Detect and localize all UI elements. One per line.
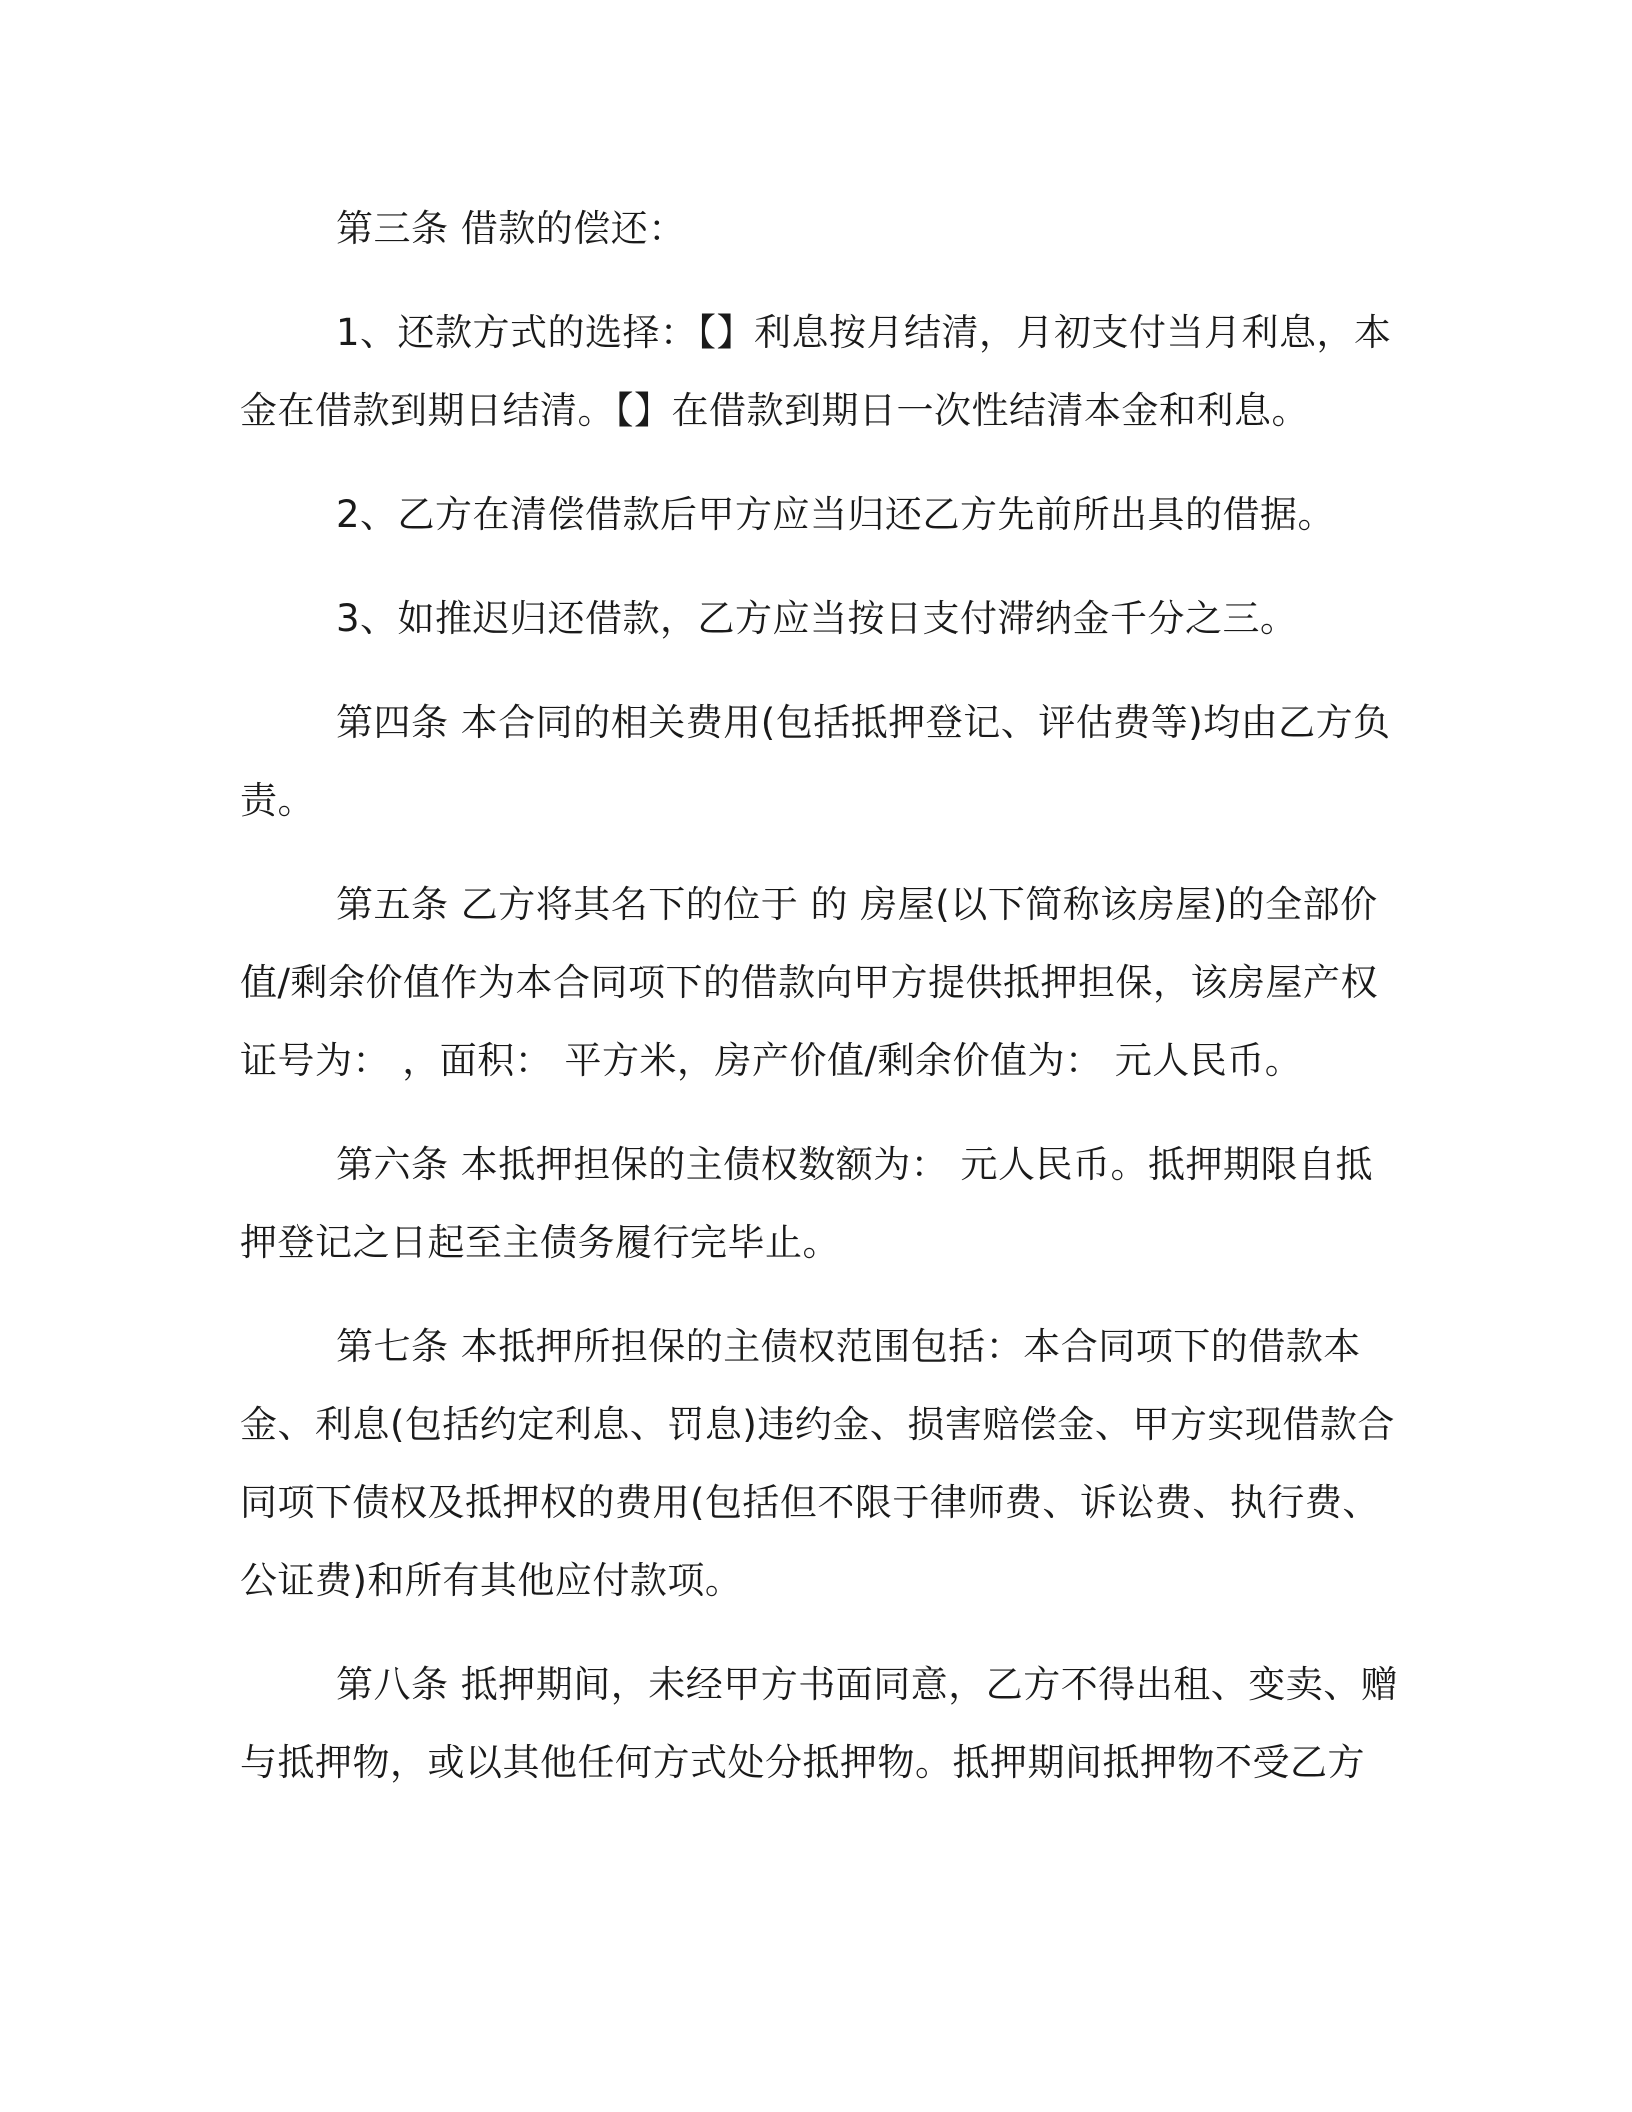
return-iou-clause: 2、乙方在清偿借款后甲方应当归还乙方先前所出具的借据。 bbox=[336, 493, 1336, 536]
article-8-restrictions: 第八条 抵押期间，未经甲方书面同意，乙方不得出租、变卖、赠与抵押物，或以其他任何方式处分抵押物。抵押期间抵押物不受乙方 bbox=[240, 1663, 1399, 1784]
article-6-principal: 第六条 本抵押担保的主债权数额为： 元人民币。抵押期限自抵押登记之日起至主债务履行完毕止。 bbox=[240, 1143, 1374, 1264]
late-fee-clause: 3、如推迟归还借款，乙方应当按日支付滞纳金千分之三。 bbox=[336, 597, 1298, 640]
document-body bbox=[240, 190, 1400, 1802]
article-4-fees: 第四条 本合同的相关费用(包括抵押登记、评估费等)均由乙方负责。 bbox=[240, 701, 1391, 822]
repayment-method-clause: 1、还款方式的选择：【】利息按月结清，月初支付当月利息，本金在借款到期日结清。【】在借款到期日一次性结清本金和利息。 bbox=[240, 311, 1392, 432]
article-5-collateral: 第五条 乙方将其名下的位于 的 房屋(以下简称该房屋)的全部价值/剩余价值作为本合同项下的借款向甲方提供抵押担保，该房屋产权证号为： ，面积： 平方米，房产价值/剩余价值为： 元人民币。 bbox=[240, 883, 1378, 1082]
article-7-scope: 第七条 本抵押所担保的主债权范围包括：本合同项下的借款本金、利息(包括约定利息、罚息)违约金、损害赔偿金、甲方实现借款合同项下债权及抵押权的费用(包括但不限于律师费、诉讼费、执行费、公证费)和所有其他应付款项。 bbox=[240, 1325, 1395, 1602]
article-3-heading: 第三条 借款的偿还： bbox=[336, 207, 686, 250]
